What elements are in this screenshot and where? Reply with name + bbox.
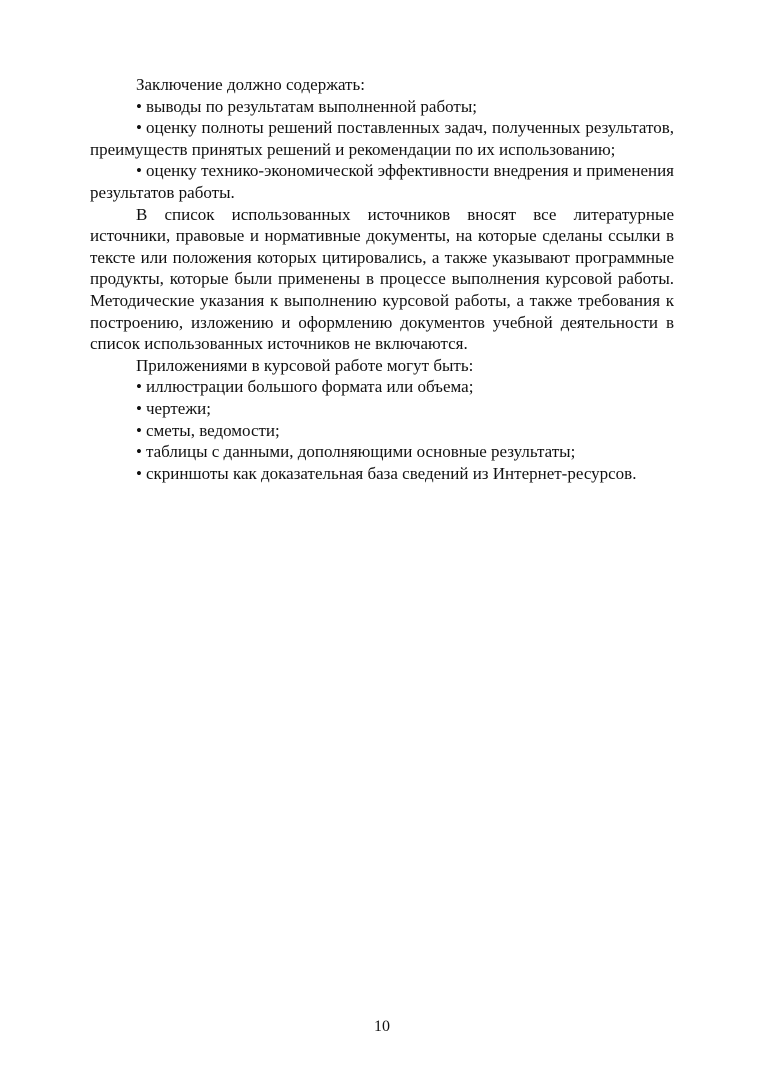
conclusion-item <box>90 160 674 203</box>
conclusion-item-text: оценку полноты решений поставленных задач, полученных результатов, преимуществ принятых решений и рекомендации по их использованию; <box>90 118 674 159</box>
page-number: 10 <box>374 1018 390 1035</box>
sources-paragraph: В список использованных источников вносят все литературные источники, правовые и нормативные документы, на которые сделаны ссылки в тексте или положения которых цитировались, а также указывают программные продукты, которые были применены в процессе выполнения курсовой работы. Методические указания к выполнению курсовой работы, а также требования к построению, изложению и оформлению документов учебной деятельности в список использованных источников не включаются. <box>90 204 674 354</box>
bullet-icon: • <box>136 463 142 483</box>
conclusion-intro: Заключение должно содержать: <box>136 75 365 94</box>
bullet-icon: • <box>136 377 142 397</box>
appendix-item-text: сметы, ведомости; <box>146 420 280 440</box>
appendix-item <box>90 420 674 442</box>
page-content <box>90 74 674 484</box>
bullet-icon: • <box>136 398 142 418</box>
appendices-intro: Приложениями в курсовой работе могут быть: <box>136 355 474 375</box>
appendix-item-text: иллюстрации большого формата или объема; <box>146 377 474 397</box>
appendix-item-text: таблицы с данными, дополняющими основные результаты; <box>146 442 576 462</box>
bullet-icon: • <box>136 161 142 181</box>
bullet-icon: • <box>136 118 142 138</box>
bullet-icon: • <box>136 420 142 440</box>
appendix-item-text: чертежи; <box>146 398 211 418</box>
conclusion-item <box>90 96 674 118</box>
conclusion-item-text: оценку технико-экономической эффективности внедрения и применения результатов работы. <box>90 161 674 202</box>
appendix-item <box>90 376 674 398</box>
bullet-icon: • <box>136 442 142 462</box>
appendix-item <box>90 441 674 463</box>
conclusion-item <box>90 117 674 160</box>
bullet-icon: • <box>136 96 142 116</box>
appendix-item <box>90 463 674 485</box>
appendix-item <box>90 398 674 420</box>
conclusion-item-text: выводы по результатам выполненной работы; <box>146 96 477 116</box>
appendix-item-text: скриншоты как доказательная база сведений из Интернет-ресурсов. <box>146 463 637 483</box>
